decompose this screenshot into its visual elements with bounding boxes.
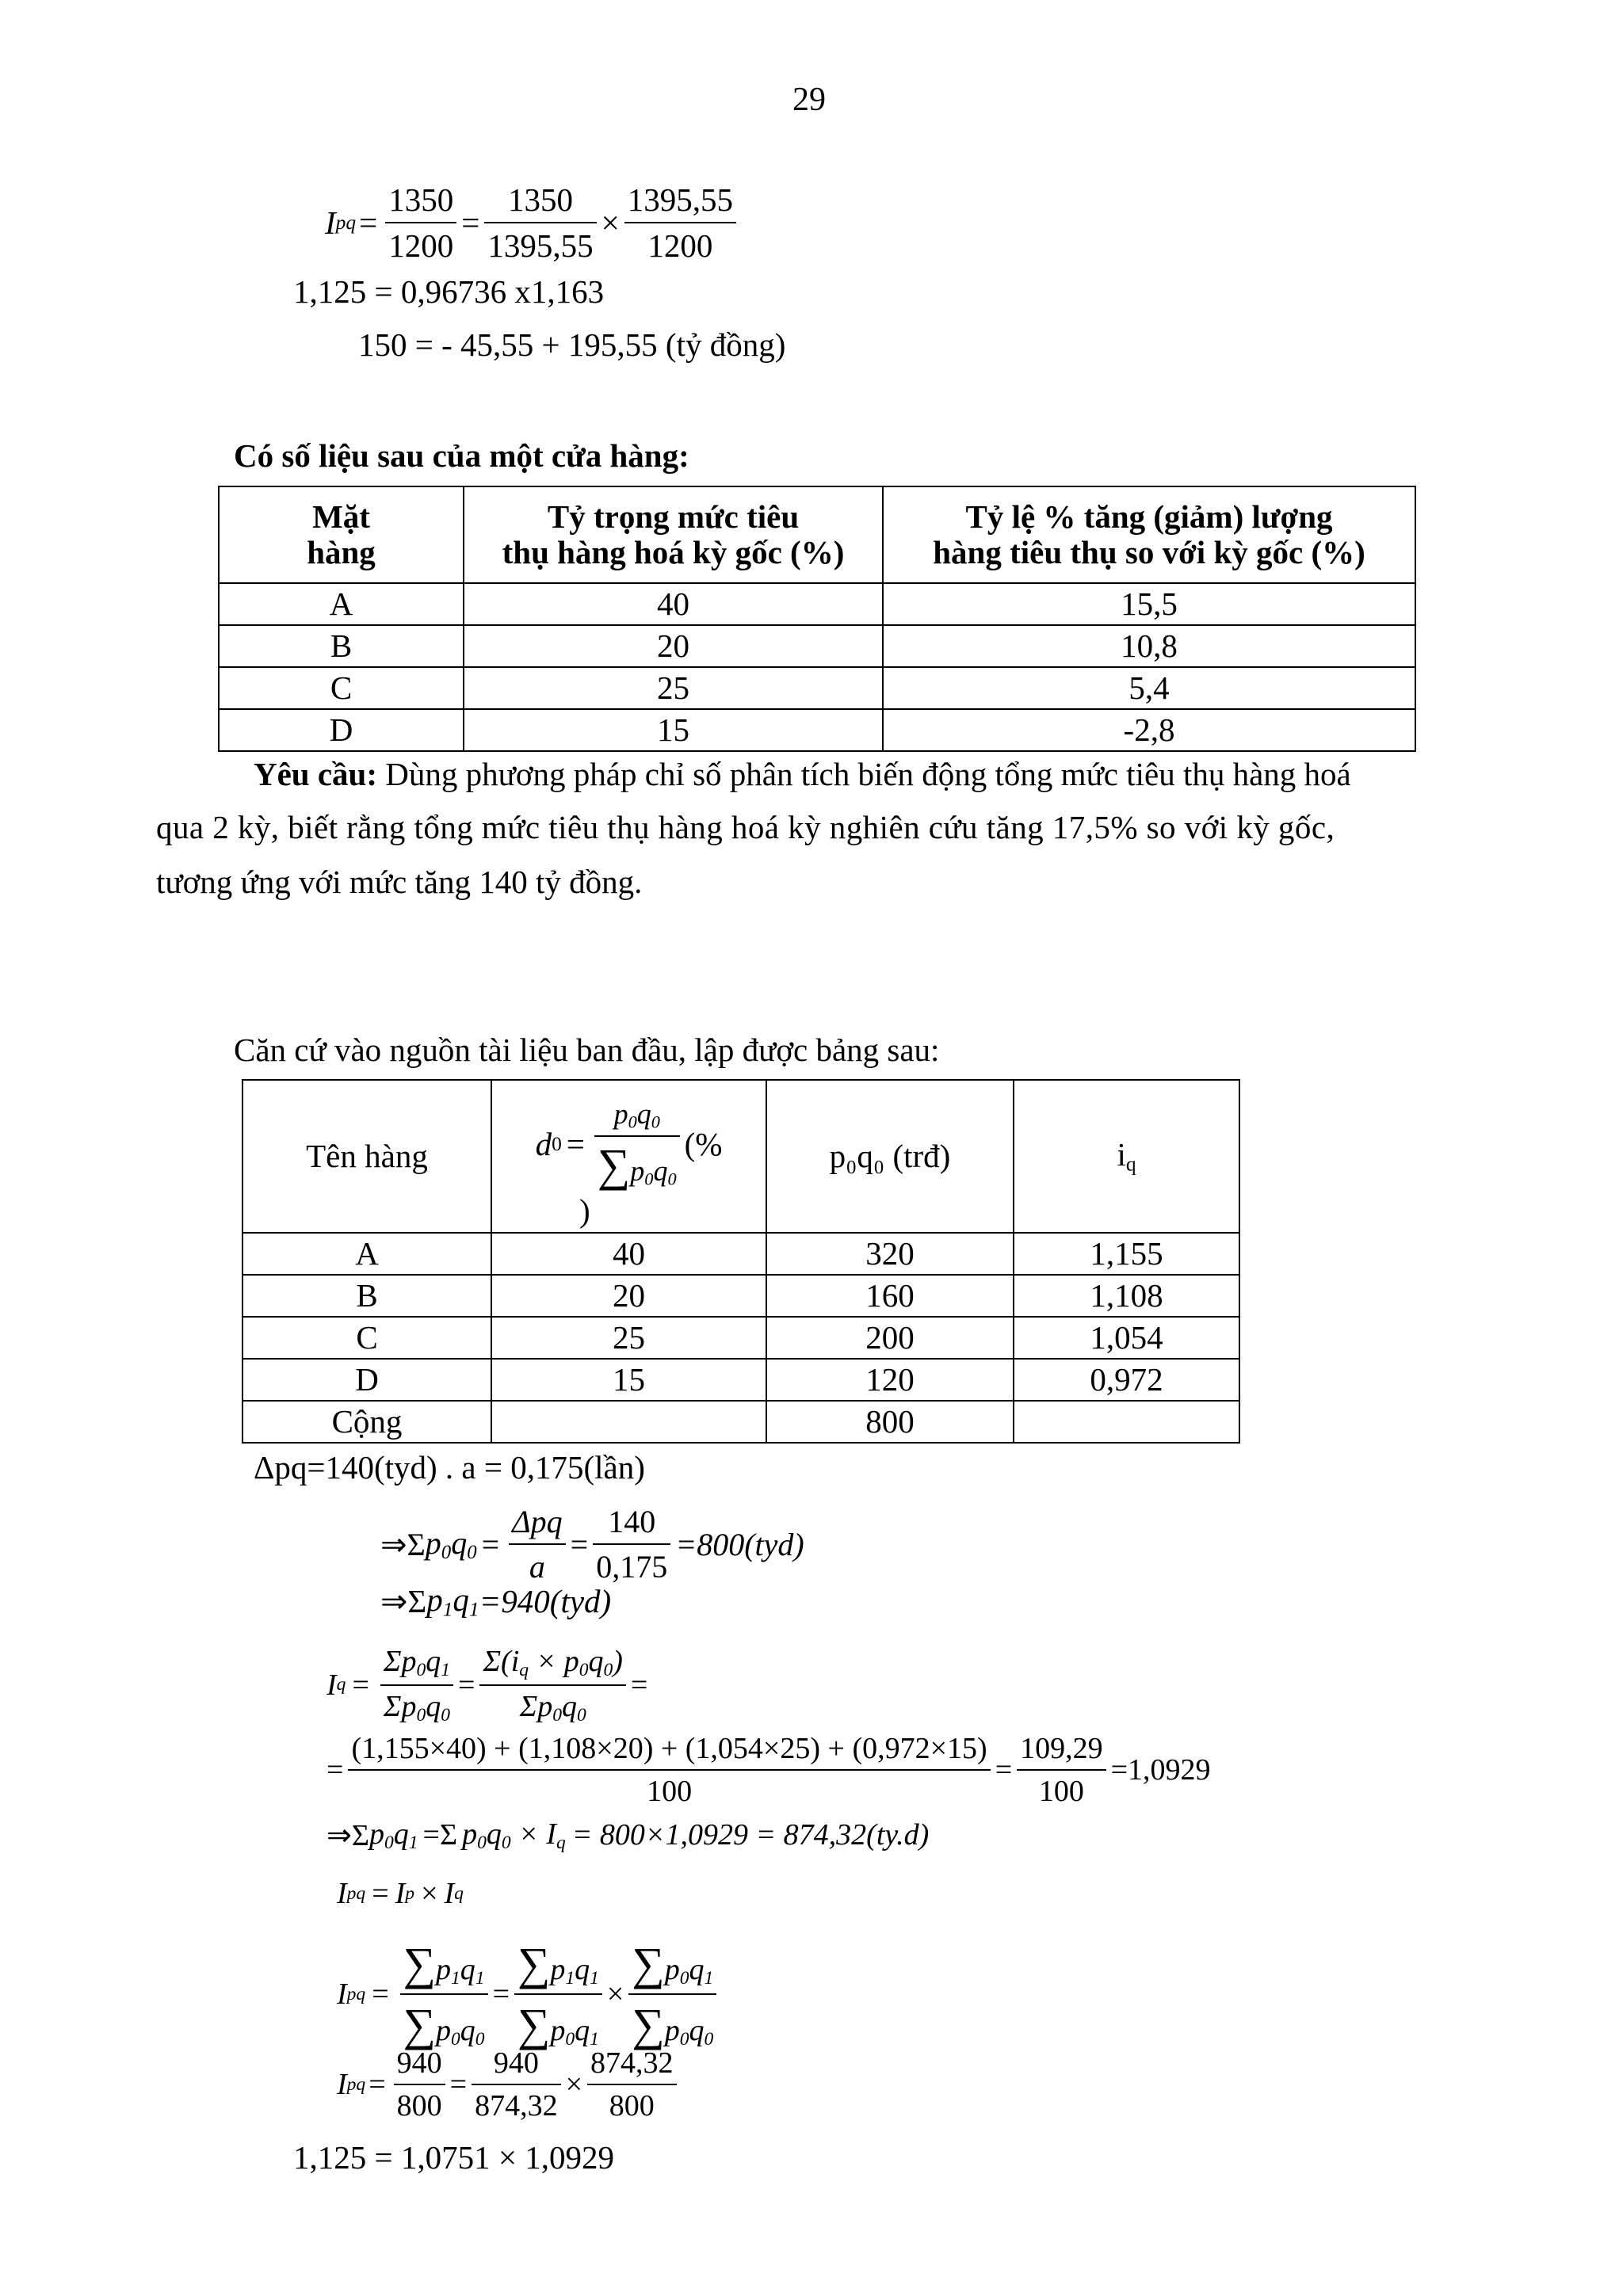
header-cell: Tên hàng <box>242 1080 491 1233</box>
fraction-numerator: 1350 <box>385 181 456 223</box>
cell: 160 <box>766 1275 1014 1317</box>
table-row <box>219 709 1415 751</box>
cell: 10,8 <box>883 625 1415 667</box>
table-row <box>242 1401 1239 1443</box>
cell: 25 <box>491 1317 766 1359</box>
final-equation: 1,125 = 1,0751 × 1,0929 <box>293 2139 614 2176</box>
fraction-denominator: 0,175 <box>596 1549 668 1585</box>
cell: 120 <box>766 1359 1014 1401</box>
requirement-line: qua 2 kỳ, biết rằng tổng mức tiêu thụ hàng hoá kỳ nghiên cứu tăng 17,5% so với kỳ gốc, <box>156 809 1335 845</box>
cell: 20 <box>464 625 883 667</box>
fraction-numerator: 140 <box>593 1503 670 1545</box>
cell: B <box>242 1275 491 1317</box>
equation-line: 150 = - 45,55 + 195,55 (tỷ đồng) <box>358 326 786 363</box>
result: =940(tyd) <box>479 1582 612 1619</box>
exercise-table <box>218 486 1416 752</box>
d0-close: ) <box>579 1192 590 1229</box>
solution-intro: Căn cứ vào nguồn tài liệu ban đầu, lập được bảng sau: <box>234 1032 940 1068</box>
cell: C <box>242 1317 491 1359</box>
cell: 20 <box>491 1275 766 1317</box>
fraction-denominator: 100 <box>647 1775 693 1808</box>
equation-line: 1,125 = 0,96736 x1,163 <box>293 273 605 310</box>
fraction-numerator: 1395,55 <box>624 181 736 223</box>
fraction-denominator: 800 <box>609 2089 655 2122</box>
ipq-subscript: pq <box>335 211 357 234</box>
result: = 800×1,0929 = 874,32(ty.d) <box>571 1818 930 1852</box>
fraction-numerator: 874,32 <box>587 2046 677 2085</box>
fraction-numerator: 1350 <box>484 181 596 223</box>
cell <box>491 1401 766 1443</box>
cell: 15 <box>464 709 883 751</box>
ipq-decomposition: I pq = I p × I q <box>337 1877 464 1910</box>
fraction-denominator: 874,32 <box>475 2089 558 2122</box>
fraction-numerator: 940 <box>472 2046 561 2085</box>
cell: 1,054 <box>1014 1317 1239 1359</box>
cell: 15 <box>491 1359 766 1401</box>
cell: 25 <box>464 667 883 709</box>
table-row <box>242 1233 1239 1275</box>
header-cell: p₀q₀ (trđ) <box>766 1080 1014 1233</box>
table-row <box>242 1317 1239 1359</box>
header-cell-d0: d 0 = $\frac{p_0q_0}{\sum p_0q_0}$ (% ) <box>491 1080 766 1233</box>
cell <box>1014 1401 1239 1443</box>
cell: 40 <box>464 583 883 625</box>
ipq-sum-formula: I pq = $\frac{\sum p_1q_1}{\sum p_0q_0}$ = $\frac{\sum p_1q_1}{\sum p_0q_1}$ × $\frac{\sum p_0q_1}{\sum p_0q_0}$ <box>337 1937 721 2051</box>
ipq-numeric-formula: I pq = $\frac{940}{800}$ = $\frac{940}{874,32}$ × $\frac{874,32}{800}$ <box>337 2046 682 2123</box>
cell: D <box>242 1359 491 1401</box>
cell: 800 <box>766 1401 1014 1443</box>
table-row <box>219 583 1415 625</box>
fraction-denominator: 1200 <box>647 227 713 264</box>
cell: C <box>219 667 464 709</box>
sum-p0q1-formula: ⇒Σ $p_0q_1$ =Σ $p_0q_0 \times I_q$ = 800×1,0929 = 874,32(ty.d) <box>327 1817 930 1853</box>
fraction-denominator: 100 <box>1038 1775 1084 1808</box>
ipq-formula-top: I pq = $\frac{1350}{1200}$ = $\frac{1350}{1395,55}$ × $\frac{1395,55}{1200}$ <box>325 181 741 265</box>
header-cell: Tỷ lệ % tăng (giảm) lượng hàng tiêu thụ so với kỳ gốc (%) <box>883 486 1415 583</box>
table-row <box>219 667 1415 709</box>
fraction-numerator: (1,155×40) + (1,108×20) + (1,054×25) + (0,972×15) <box>348 1731 990 1771</box>
cell: 5,4 <box>883 667 1415 709</box>
result: =800(tyd) <box>675 1526 804 1562</box>
fraction-numerator: Δpq <box>509 1503 565 1545</box>
fraction-denominator: 1200 <box>388 227 454 264</box>
cell: 320 <box>766 1233 1014 1275</box>
fraction-denominator: a <box>529 1549 545 1585</box>
iq-definition: I q = $\frac{\Sigma p_0q_1}{\Sigma p_0q_0}$ = $\frac{\Sigma(i_q \times p_0q_0)}{\Sigma p_0q_0}$ = <box>327 1645 648 1726</box>
table-row <box>219 625 1415 667</box>
fraction-denominator: 1395,55 <box>487 227 594 264</box>
d0-suffix: (% <box>684 1125 723 1162</box>
table-row <box>242 1359 1239 1401</box>
fraction-denominator: 800 <box>396 2089 442 2122</box>
iq-computation: = $\frac{(1,155\times 40) + (1,108\times 20) + (1,054\times 25) + (0,972\times 15)}{100}$ = $\frac{109,29}{100}$ =1,0929 <box>327 1732 1211 1808</box>
d0-symbol: d <box>535 1125 552 1162</box>
fraction-numerator: 940 <box>394 2046 445 2085</box>
table-row <box>242 1275 1239 1317</box>
header-cell: Mặt hàng <box>219 486 464 583</box>
cell: 0,972 <box>1014 1359 1239 1401</box>
cell: 200 <box>766 1317 1014 1359</box>
fraction-numerator: 109,29 <box>1017 1731 1106 1771</box>
cell: A <box>242 1233 491 1275</box>
requirement-label: Yêu cầu: <box>254 756 378 792</box>
requirement-line: tương ứng với mức tăng 140 tỷ đồng. <box>156 864 643 900</box>
cell: -2,8 <box>883 709 1415 751</box>
cell: 40 <box>491 1233 766 1275</box>
requirement-line <box>254 758 1351 791</box>
exercise-heading: Có số liệu sau của một cửa hàng: <box>234 437 689 474</box>
header-cell: Tỷ trọng mức tiêu thụ hàng hoá kỳ gốc (%) <box>464 486 883 583</box>
sum-p1q1-formula: ⇒Σ $p_1q_1$ =940(tyd) <box>380 1581 612 1621</box>
cell: Cộng <box>242 1401 491 1443</box>
cell: 15,5 <box>883 583 1415 625</box>
sum-p0q0-formula: ⇒Σ $p_0q_0$ = $\frac{\text{Δpq}}{a}$ = $\frac{140}{0,175}$ =800(tyd) <box>380 1504 804 1585</box>
cell: A <box>219 583 464 625</box>
solution-table <box>242 1079 1240 1444</box>
cell: B <box>219 625 464 667</box>
cell: 1,108 <box>1014 1275 1239 1317</box>
ipq-symbol: I <box>325 204 336 241</box>
header-cell: $i_q$ <box>1014 1080 1239 1233</box>
requirement-text: Dùng phương pháp chỉ số phân tích biến động tổng mức tiêu thụ hàng hoá <box>377 756 1351 792</box>
result: =1,0929 <box>1110 1753 1211 1787</box>
cell: D <box>219 709 464 751</box>
page-number: 29 <box>792 82 826 118</box>
cell: 1,155 <box>1014 1233 1239 1275</box>
delta-line: Δpq=140(tyd) . a = 0,175(lần) <box>254 1449 645 1486</box>
